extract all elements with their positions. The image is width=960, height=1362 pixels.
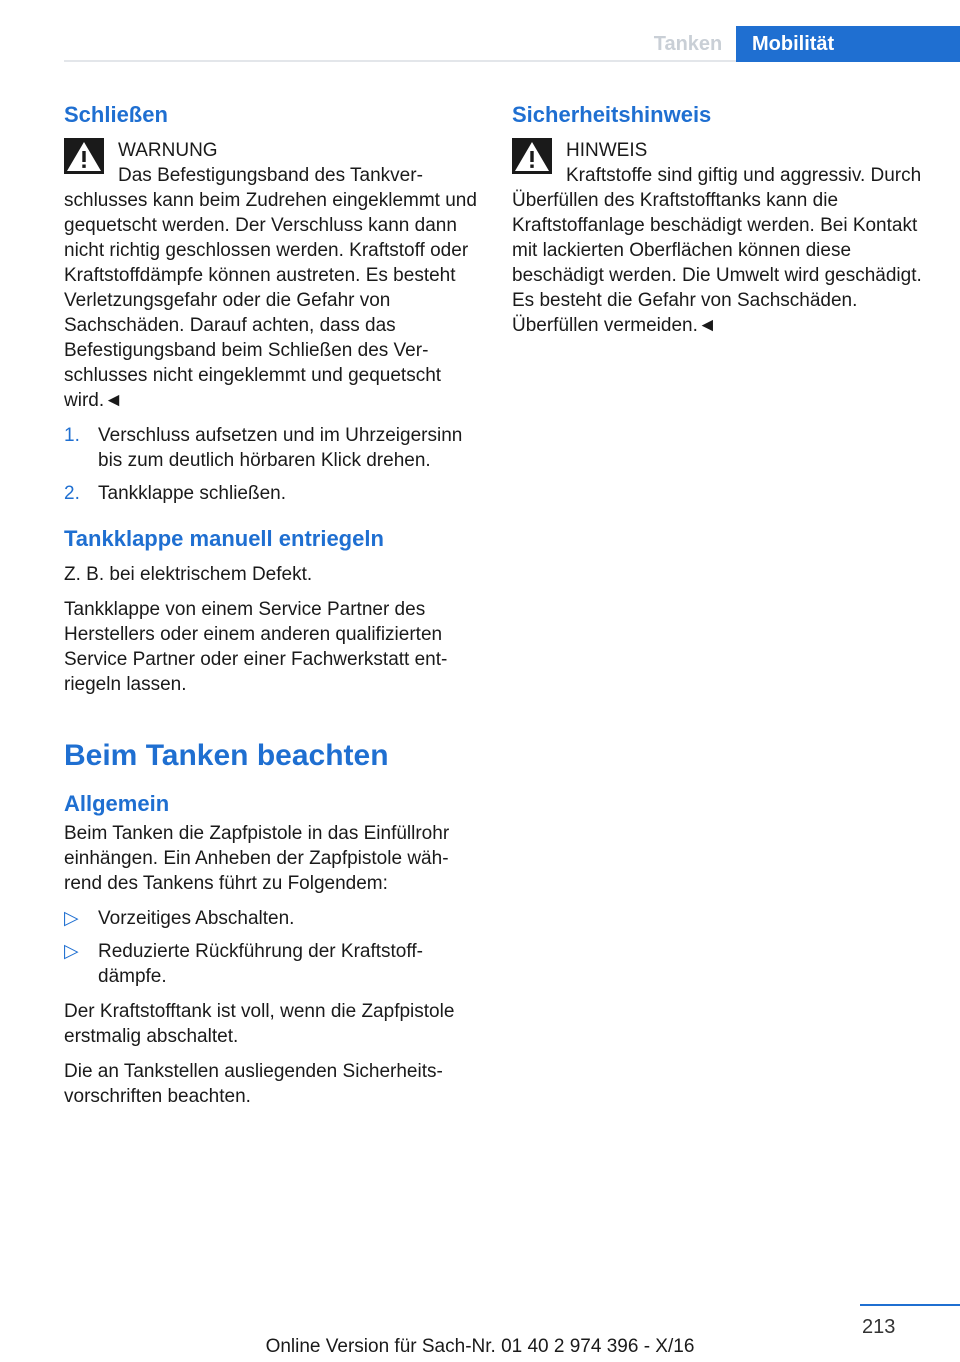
warning-block xyxy=(64,138,480,413)
paragraph: Die an Tankstellen ausliegenden Sicherheitsvorschriften beachten. xyxy=(64,1061,443,1107)
bullet-text: Vorzeitiges Abschalten. xyxy=(98,908,295,929)
notice-label: HINWEIS xyxy=(566,140,648,161)
heading-sicherheitshinweis: Sicherheitshinweis xyxy=(512,102,712,127)
list-item xyxy=(64,481,480,506)
heading-schliessen: Schließen xyxy=(64,102,168,127)
warning-label: WARNUNG xyxy=(118,140,218,161)
triangle-bullet-icon: ▷ xyxy=(64,908,79,929)
paragraph: Tankklappe von einem Service Partner des Herstellers oder einem anderen qualifizierten Service Partner oder einer Fachwerkstatt entriegeln lassen. xyxy=(64,599,448,695)
paragraph: Beim Tanken die Zapfpistole in das Einfüllrohr einhängen. Ein Anheben der Zapfpistole während des Tankens führt zu Folgendem: xyxy=(64,823,450,894)
step-number: 2. xyxy=(64,483,80,504)
right-column xyxy=(512,100,922,348)
section-tab-tanken[interactable]: Tanken xyxy=(653,32,723,55)
notice-text: Kraftstoffe sind giftig und aggressiv. Durch Überfüllen des Kraftstofftanks kann die Kraftstoffanlage beschädigt werden. Bei Kontakt mit lackierten Oberflächen können diese beschädigt werden. Die Umwelt wird geschädigt. Es besteht die Gefahr von Sachschäden. Überfüllen vermeiden.◄ xyxy=(512,165,922,336)
warning-text: Das Befestigungsband des Tankverschlusses kann beim Zudrehen eingeklemmt und gequetscht werden. Der Verschluss kann dann nicht richtig geschlossen werden. Kraftstoff oder Kraftstoffdämpfe können austreten. Es besteht Verletzungsgefahr oder die Gefahr von Sachschäden. Darauf achten, dass das Befestigungsband beim Schließen des Verschlusses nicht eingeklemmt und gequetscht wird.◄ xyxy=(64,165,477,411)
chapter-tab-mobilitaet[interactable]: Mobilität xyxy=(736,26,960,62)
paragraph: Der Kraftstofftank ist voll, wenn die Zapfpistole erstmalig abschaltet. xyxy=(64,1001,455,1047)
warning-icon xyxy=(512,138,552,174)
step-text: Tankklappe schließen. xyxy=(98,483,286,504)
left-column xyxy=(64,100,480,1119)
step-number: 1. xyxy=(64,425,80,446)
bullet-list xyxy=(64,906,480,989)
heading-tankklappe-entriegeln: Tankklappe manuell entriegeln xyxy=(64,526,384,551)
step-text: Verschluss aufsetzen und im Uhrzeigersinn bis zum deutlich hörbaren Klick drehen. xyxy=(98,425,463,471)
footer-rule xyxy=(860,1304,960,1306)
steps-list xyxy=(64,423,480,506)
heading-allgemein: Allgemein xyxy=(64,791,170,816)
list-item xyxy=(64,423,480,473)
list-item xyxy=(64,939,480,989)
warning-icon xyxy=(64,138,104,174)
notice-block xyxy=(512,138,922,338)
bullet-text: Reduzierte Rückführung der Kraftstoffdämpfe. xyxy=(98,941,423,987)
paragraph: Z. B. bei elektrischem Defekt. xyxy=(64,564,313,585)
page-number: 213 xyxy=(862,1316,896,1338)
heading-beim-tanken: Beim Tanken beachten xyxy=(64,739,389,772)
list-item xyxy=(64,906,480,931)
footer-version-text: Online Version für Sach-Nr. 01 40 2 974 396 - X/16 xyxy=(265,1336,695,1357)
triangle-bullet-icon: ▷ xyxy=(64,941,79,962)
